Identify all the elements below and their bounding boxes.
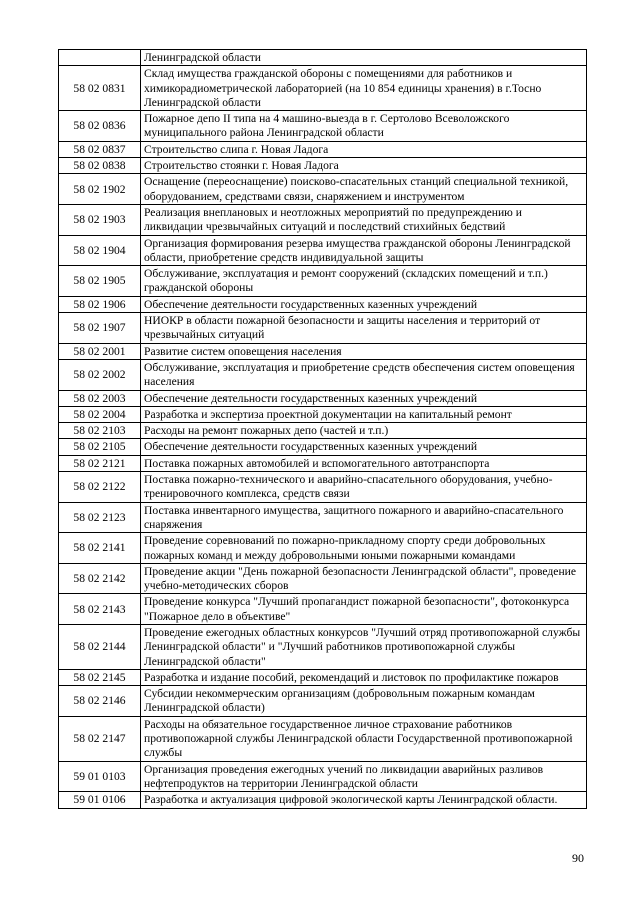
table-row <box>59 111 587 142</box>
description-cell: Обслуживание, эксплуатация и ремонт сооружений (складских помещений и т.п.) гражданской обороны <box>141 266 587 297</box>
budget-code-cell: 58 02 0837 <box>59 141 141 157</box>
budget-code-cell: 58 02 2003 <box>59 390 141 406</box>
budget-code-cell: 58 02 2142 <box>59 563 141 594</box>
budget-code-cell: 58 02 2105 <box>59 439 141 455</box>
budget-code-table <box>58 49 587 809</box>
budget-code-cell: 58 02 1904 <box>59 235 141 266</box>
table-row <box>59 235 587 266</box>
description-cell: Обеспечение деятельности государственных казенных учреждений <box>141 296 587 312</box>
budget-code-cell <box>59 50 141 66</box>
description-cell: Организация формирования резерва имущества гражданской обороны Ленинградской области, приобретение средств индивидуальной защиты <box>141 235 587 266</box>
table-row <box>59 594 587 625</box>
table-row <box>59 502 587 533</box>
budget-code-cell: 58 02 2145 <box>59 669 141 685</box>
description-cell: Разработка и издание пособий, рекомендаций и листовок по профилактике пожаров <box>141 669 587 685</box>
description-cell: Расходы на ремонт пожарных депо (частей и т.п.) <box>141 423 587 439</box>
description-cell: Проведение конкурса "Лучший пропагандист пожарной безопасности", фотоконкурса "Пожарное дело в объективе" <box>141 594 587 625</box>
table-row <box>59 716 587 761</box>
budget-code-cell: 58 02 1903 <box>59 204 141 235</box>
budget-code-cell: 58 02 2001 <box>59 343 141 359</box>
budget-code-cell: 58 02 2123 <box>59 502 141 533</box>
table-row <box>59 439 587 455</box>
description-cell: Строительство слипа г. Новая Ладога <box>141 141 587 157</box>
description-cell: Проведение ежегодных областных конкурсов "Лучший отряд противопожарной службы Ленинградской области" и "Лучший работников противопожарной службы Ленинградской области" <box>141 624 587 669</box>
description-cell: Разработка и экспертиза проектной документации на капитальный ремонт <box>141 406 587 422</box>
table-row <box>59 141 587 157</box>
table-row <box>59 343 587 359</box>
budget-code-cell: 58 02 2122 <box>59 472 141 503</box>
description-cell: Организация проведения ежегодных учений по ликвидации аварийных разливов нефтепродуктов на территории Ленинградской области <box>141 761 587 792</box>
table-row <box>59 686 587 717</box>
description-cell: Склад имущества гражданской обороны с помещениями для работников и химикорадиометрической лабораторией (на 10 854 единицы хранения) в г.Тосно Ленинградской области <box>141 66 587 111</box>
table-row <box>59 296 587 312</box>
table-row <box>59 423 587 439</box>
description-cell: Строительство стоянки г. Новая Ладога <box>141 158 587 174</box>
description-cell: Реализация внеплановых и неотложных мероприятий по предупреждению и ликвидации чрезвычайных ситуаций и последствий стихийных бедствий <box>141 204 587 235</box>
table-row <box>59 669 587 685</box>
description-cell: Оснащение (переоснащение) поисково-спасательных станций специальной техникой, оборудованием, средствами связи, снаряжением и инструментом <box>141 174 587 205</box>
table-row <box>59 390 587 406</box>
description-cell: Пожарное депо II типа на 4 машино-выезда в г. Сертолово Всеволожского муниципального района Ленинградской области <box>141 111 587 142</box>
table-row <box>59 455 587 471</box>
description-cell: НИОКР в области пожарной безопасности и защиты населения и территорий от чрезвычайных ситуаций <box>141 313 587 344</box>
table-row <box>59 359 587 390</box>
budget-code-cell: 58 02 0838 <box>59 158 141 174</box>
description-cell: Проведение соревнований по пожарно-прикладному спорту среди добровольных пожарных команд и между добровольными юными пожарными командами <box>141 533 587 564</box>
budget-code-cell: 58 02 0831 <box>59 66 141 111</box>
description-cell: Обеспечение деятельности государственных казенных учреждений <box>141 439 587 455</box>
description-cell: Расходы на обязательное государственное личное страхование работников противопожарной службы Ленинградской области Государственной противопожарной службы <box>141 716 587 761</box>
budget-code-cell: 58 02 1907 <box>59 313 141 344</box>
table-body <box>59 50 587 809</box>
budget-code-cell: 58 02 2121 <box>59 455 141 471</box>
table-row <box>59 792 587 808</box>
description-cell: Ленинградской области <box>141 50 587 66</box>
budget-code-cell: 58 02 2002 <box>59 359 141 390</box>
budget-code-cell: 58 02 1906 <box>59 296 141 312</box>
table-row <box>59 158 587 174</box>
budget-code-cell: 58 02 2146 <box>59 686 141 717</box>
table-row <box>59 313 587 344</box>
budget-code-cell: 58 02 2143 <box>59 594 141 625</box>
description-cell: Проведение акции "День пожарной безопасности Ленинградской области", проведение учебно-методических сборов <box>141 563 587 594</box>
description-cell: Субсидии некоммерческим организациям (добровольным пожарным командам Ленинградской области) <box>141 686 587 717</box>
table-row <box>59 472 587 503</box>
budget-code-cell: 58 02 1905 <box>59 266 141 297</box>
description-cell: Поставка пожарно-технического и аварийно-спасательного оборудования, учебно-тренировочного комплекса, средств связи <box>141 472 587 503</box>
table-row <box>59 624 587 669</box>
budget-code-cell: 58 02 1902 <box>59 174 141 205</box>
budget-code-cell: 59 01 0103 <box>59 761 141 792</box>
table-row <box>59 66 587 111</box>
table-row <box>59 406 587 422</box>
budget-code-cell: 58 02 2103 <box>59 423 141 439</box>
table-row <box>59 50 587 66</box>
table-row <box>59 174 587 205</box>
table-row <box>59 204 587 235</box>
document-page <box>58 49 586 809</box>
table-row <box>59 533 587 564</box>
budget-code-cell: 58 02 2147 <box>59 716 141 761</box>
table-row <box>59 761 587 792</box>
description-cell: Обслуживание, эксплуатация и приобретение средств обеспечения систем оповещения населения <box>141 359 587 390</box>
description-cell: Разработка и актуализация цифровой экологической карты Ленинградской области. <box>141 792 587 808</box>
table-row <box>59 266 587 297</box>
description-cell: Поставка пожарных автомобилей и вспомогательного автотранспорта <box>141 455 587 471</box>
budget-code-cell: 58 02 2144 <box>59 624 141 669</box>
description-cell: Поставка инвентарного имущества, защитного пожарного и аварийно-спасательного снаряжения <box>141 502 587 533</box>
description-cell: Развитие систем оповещения населения <box>141 343 587 359</box>
description-cell: Обеспечение деятельности государственных казенных учреждений <box>141 390 587 406</box>
budget-code-cell: 58 02 2004 <box>59 406 141 422</box>
budget-code-cell: 59 01 0106 <box>59 792 141 808</box>
budget-code-cell: 58 02 0836 <box>59 111 141 142</box>
table-row <box>59 563 587 594</box>
page-number: 90 <box>572 851 584 865</box>
budget-code-cell: 58 02 2141 <box>59 533 141 564</box>
